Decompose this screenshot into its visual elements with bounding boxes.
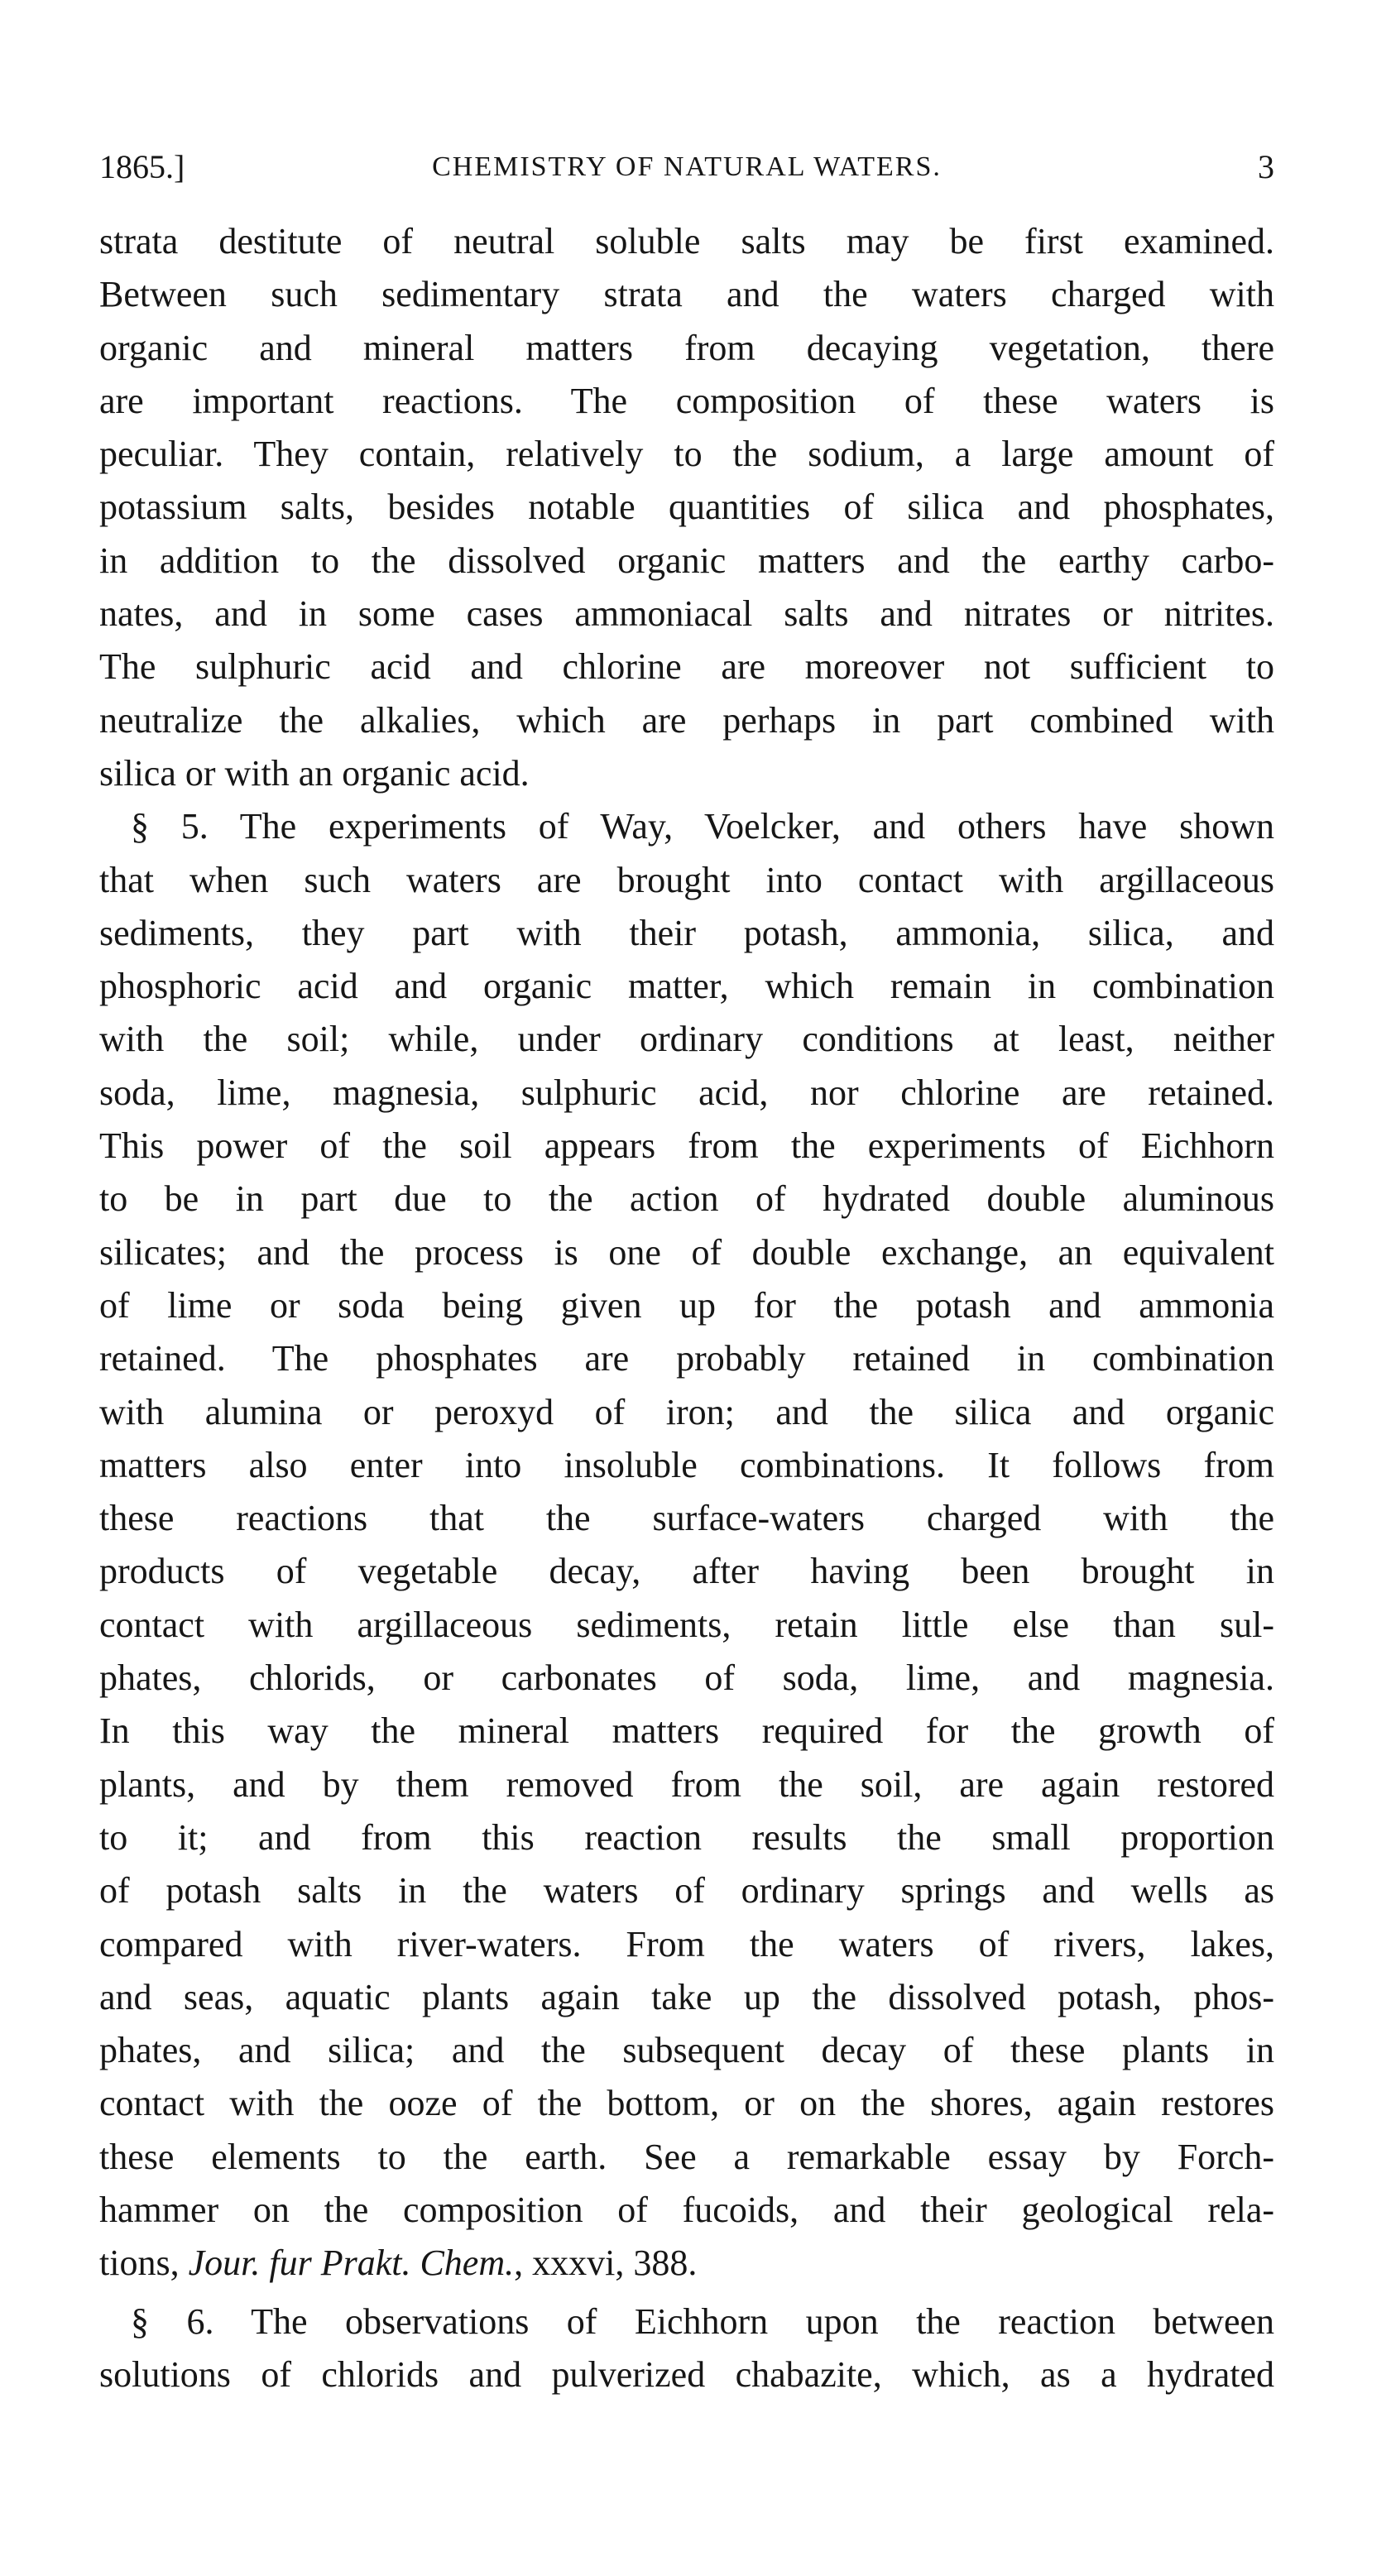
text-line: these reactions that the surface-waters charged with the — [99, 1498, 1274, 1539]
text-line: compared with river-waters. From the waters of rivers, lakes, — [99, 1923, 1274, 1964]
text-line: of lime or soda being given up for the potash and ammonia — [99, 1284, 1274, 1326]
citation-prefix: tions, — [99, 2243, 189, 2284]
text-line: to it; and from this reaction results the small proportion — [99, 1816, 1274, 1858]
text-line: are important reactions. The composition of these waters is — [99, 380, 1274, 421]
text-line: contact with argillaceous sediments, retain little else than sul- — [99, 1604, 1274, 1645]
text-line: in addition to the dissolved organic matters and the earthy carbo- — [99, 540, 1274, 581]
page-number: 3 — [1258, 148, 1274, 185]
text-line: with alumina or peroxyd of iron; and the silica and organic — [99, 1391, 1274, 1432]
text-line: and seas, aquatic plants again take up the dissolved potash, phos- — [99, 1976, 1274, 2017]
citation-suffix: , xxxvi, 388. — [514, 2243, 698, 2284]
text-line: silicates; and the process is one of double exchange, an equivalent — [99, 1231, 1274, 1273]
text-line: to be in part due to the action of hydrated double aluminous — [99, 1178, 1274, 1220]
text-line: matters also enter into insoluble combinations. It follows from — [99, 1444, 1274, 1485]
text-line: silica or with an organic acid. — [99, 752, 530, 794]
citation-line — [99, 2237, 1274, 2290]
text-line: plants, and by them removed from the soil, are again restored — [99, 1763, 1274, 1805]
text-line: these elements to the earth. See a remarkable essay by Forch- — [99, 2136, 1274, 2177]
journal-title: Jour. fur Prakt. Chem. — [188, 2243, 515, 2284]
section-5-start: § 5. The experiments of Way, Voelcker, and others have shown — [131, 806, 1274, 847]
text-line: phates, chlorids, or carbonates of soda, lime, and magnesia. — [99, 1657, 1274, 1699]
section-6-start: § 6. The observations of Eichhorn upon the reaction between — [131, 2300, 1274, 2342]
text-line: of potash salts in the waters of ordinary springs and wells as — [99, 1870, 1274, 1912]
text-line: organic and mineral matters from decaying vegetation, there — [99, 327, 1274, 368]
text-line: products of vegetable decay, after having been brought in — [99, 1551, 1274, 1592]
text-line: strata destitute of neutral soluble salts may be first examined. — [99, 221, 1274, 261]
running-head-year: 1865.] — [99, 148, 185, 185]
text-line: retained. The phosphates are probably retained in combination — [99, 1338, 1274, 1379]
book-page — [99, 141, 1274, 2401]
body-text — [99, 215, 1274, 2401]
text-line: that when such waters are brought into contact with argillaceous — [99, 859, 1274, 900]
text-line: hammer on the composition of fucoids, and their geological rela- — [99, 2189, 1274, 2230]
text-line: solutions of chlorids and pulverized chabazite, which, as a hydrated — [99, 2353, 1274, 2395]
text-line: peculiar. They contain, relatively to the sodium, a large amount of — [99, 434, 1274, 475]
text-line: with the soil; while, under ordinary conditions at least, neither — [99, 1019, 1274, 1060]
text-line: This power of the soil appears from the experiments of Eichhorn — [99, 1125, 1274, 1167]
text-line: phosphoric acid and organic matter, which remain in combination — [99, 966, 1274, 1007]
text-line: Between such sedimentary strata and the waters charged with — [99, 274, 1274, 315]
text-line: phates, and silica; and the subsequent decay of these plants in — [99, 2030, 1274, 2071]
text-line: The sulphuric acid and chlorine are moreover not sufficient to — [99, 646, 1274, 688]
text-line: sediments, they part with their potash, ammonia, silica, and — [99, 912, 1274, 953]
running-head-title: CHEMISTRY OF NATURAL WATERS. — [432, 151, 942, 182]
text-line: neutralize the alkalies, which are perhaps in part combined with — [99, 699, 1274, 741]
text-line: In this way the mineral matters required for the growth of — [99, 1710, 1274, 1752]
text-line: contact with the ooze of the bottom, or on the shores, again restores — [99, 2083, 1274, 2124]
running-head — [99, 141, 1274, 194]
text-line: potassium salts, besides notable quantities of silica and phosphates, — [99, 487, 1274, 528]
text-line: nates, and in some cases ammoniacal salts and nitrates or nitrites. — [99, 593, 1274, 635]
text-line: soda, lime, magnesia, sulphuric acid, nor chlorine are retained. — [99, 1072, 1274, 1113]
